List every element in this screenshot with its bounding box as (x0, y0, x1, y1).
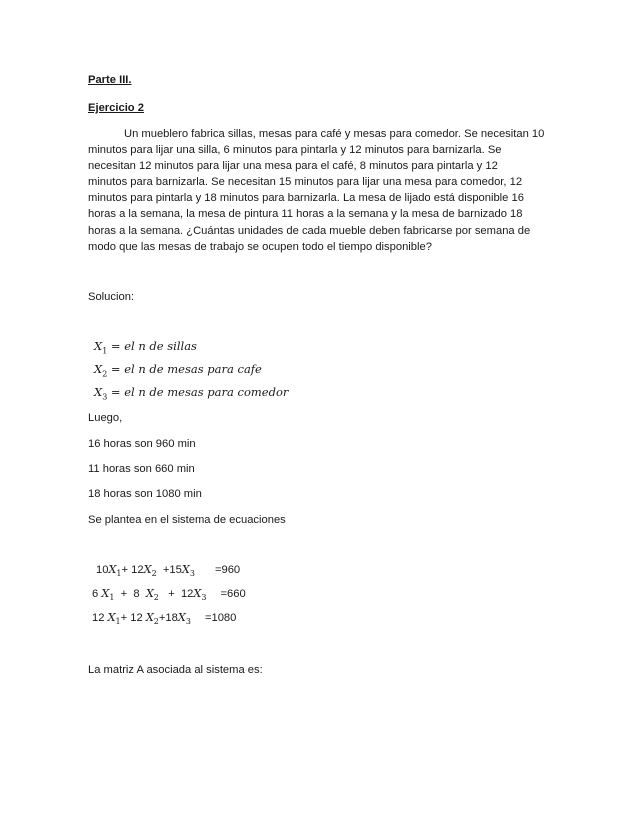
coef: 10 (96, 564, 109, 576)
rhs: =1080 (204, 612, 237, 624)
conversion-line: 16 horas son 960 min (88, 438, 196, 450)
problem-line: horas a la semana. ¿Cuántas unidades de cada mueble deben fabricarse por semana de (88, 224, 531, 237)
subscript: 3 (185, 617, 191, 627)
var-x: X (145, 587, 154, 600)
var-x: X (177, 611, 186, 624)
var-x: X (145, 611, 154, 624)
problem-line: necesitan 12 minutos para lijar una mesa para el café, 8 minutos para pintarla y 12 (88, 160, 498, 173)
subscript: 2 (153, 617, 159, 627)
coef: + 12 (158, 588, 194, 600)
variable-symbol: X (94, 362, 103, 376)
exercise-title: Ejercicio 2 (88, 102, 144, 114)
problem-line: Un mueblero fabrica sillas, mesas para café y mesas para comedor. Se necesitan 10 (124, 128, 545, 140)
variable-text: = el n de sillas (107, 339, 197, 353)
subscript: 1 (115, 617, 121, 627)
equation-3 (92, 610, 236, 630)
variable-text: = el n de mesas para comedor (107, 385, 289, 399)
var-x: X (107, 611, 116, 624)
problem-line: horas a la semana, la mesa de pintura 11 horas a la semana y la mesa de barnizado 18 (88, 208, 523, 221)
problem-line: modo que las mesas de trabajo se ocupen todo el tiempo disponible? (88, 240, 432, 253)
rhs: =960 (214, 564, 241, 576)
coef: 12 (92, 612, 108, 624)
coef: + 8 (114, 588, 146, 600)
coef: +15 (156, 564, 182, 576)
coef: +18 (158, 612, 178, 624)
variable-index: 2 (102, 369, 108, 379)
var-x: X (108, 563, 117, 576)
subscript: 3 (189, 569, 195, 579)
subscript: 1 (109, 593, 115, 603)
system-intro: Se plantea en el sistema de ecuaciones (88, 514, 286, 526)
subscript: 2 (151, 569, 157, 579)
variable-definition (94, 384, 288, 405)
variable-definition (94, 361, 262, 382)
subscript: 2 (153, 593, 159, 603)
subscript: 1 (116, 569, 122, 579)
variable-text: = el n de mesas para cafe (107, 362, 262, 376)
equation-2 (92, 586, 246, 606)
variable-index: 1 (102, 346, 108, 356)
var-x: X (193, 587, 202, 600)
conversion-line: 18 horas son 1080 min (88, 488, 202, 500)
variable-symbol: X (94, 385, 103, 399)
problem-line: minutos para lijar una silla, 6 minutos para pintarla y 12 minutos para barnizarla. Se (88, 144, 502, 157)
problem-statement (88, 126, 550, 255)
variable-symbol: X (94, 339, 103, 353)
coef: + 12 (121, 564, 144, 576)
var-x: X (143, 563, 152, 576)
coef: + 12 (120, 612, 146, 624)
rhs: =660 (220, 588, 246, 600)
problem-line: minutos para barnizarla. Se necesitan 15 minutos para lijar una mesa para comedor, 12 (88, 176, 523, 189)
section-title: Parte III. (88, 74, 132, 86)
conversion-line: 11 horas son 660 min (88, 463, 195, 475)
subscript: 3 (201, 593, 207, 603)
luego-text: Luego, (88, 412, 123, 424)
variable-index: 3 (102, 392, 108, 402)
problem-line: minutos para pintarla y 18 minutos para barnizarla. La mesa de lijado está disponible 16 (88, 192, 524, 205)
solution-label: Solucion: (88, 291, 135, 303)
coef: 6 (92, 588, 102, 600)
variable-definition (94, 338, 197, 359)
matrix-intro: La matriz A asociada al sistema es: (88, 664, 263, 676)
var-x: X (181, 563, 190, 576)
var-x: X (101, 587, 110, 600)
equation-1 (96, 562, 240, 582)
